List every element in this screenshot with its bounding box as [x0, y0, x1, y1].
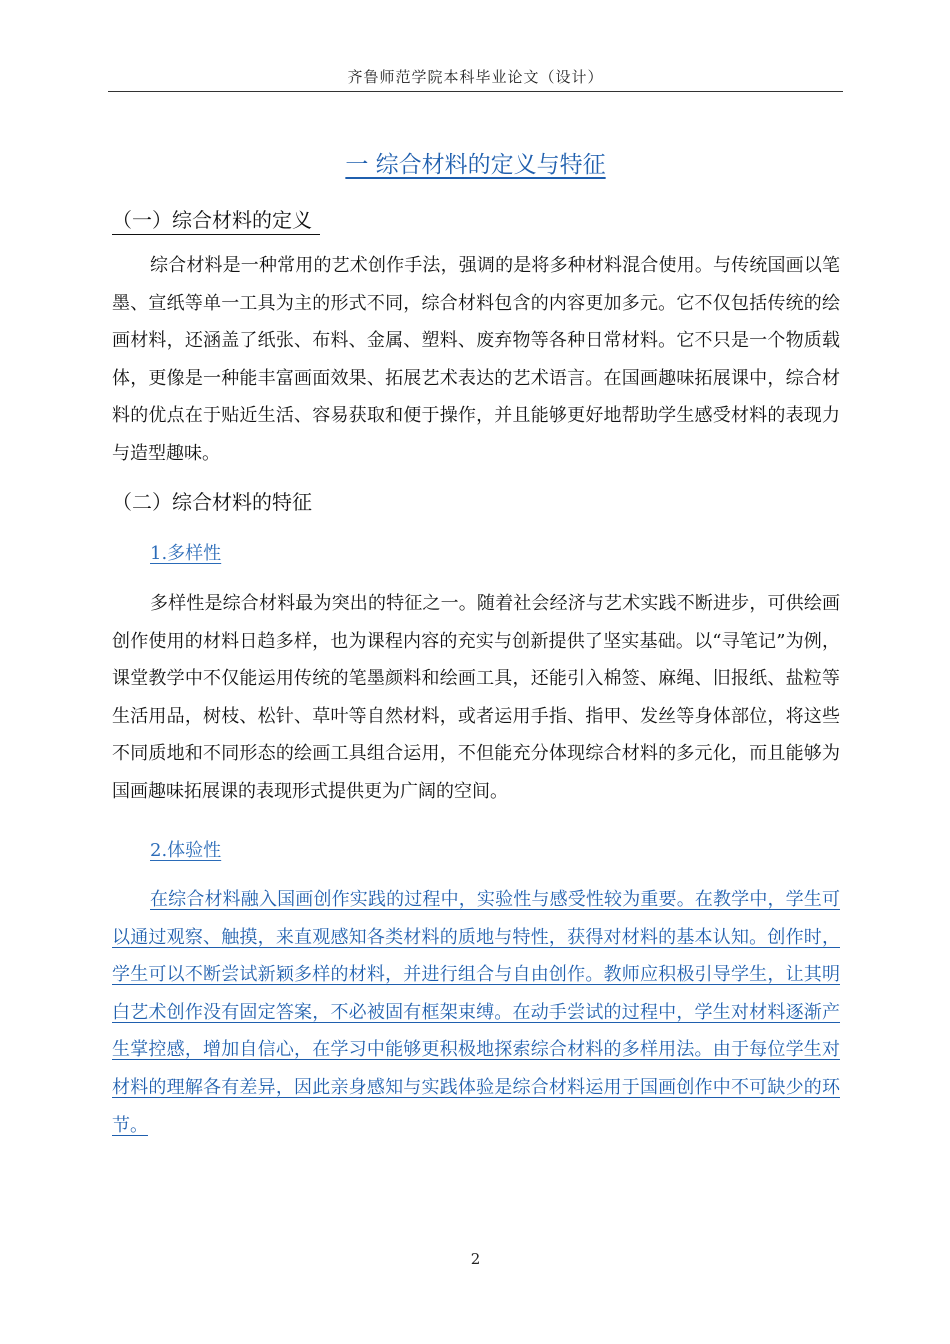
chapter-title-text: 一 综合材料的定义与特征	[345, 152, 606, 178]
section-heading-definition: （一）综合材料的定义	[112, 206, 320, 235]
header-rule	[108, 91, 843, 92]
definition-paragraph: 综合材料是一种常用的艺术创作手法，强调的是将多种材料混合使用。与传统国画以笔墨、宣纸等单一工具为主的形式不同，综合材料包含的内容更加多元。它不仅包括传统的绘画材料，还涵盖了纸张、布料、金属、塑料、废弃物等各种日常材料。它不只是一个物质载体，更像是一种能丰富画面效果、拓展艺术表达的艺术语言。在国画趣味拓展课中，综合材料的优点在于贴近生活、容易获取和便于操作，并且能够更好地帮助学生感受材料的表现力与造型趣味。	[112, 255, 840, 464]
chapter-title	[108, 146, 843, 179]
section-heading-features: （二）综合材料的特征	[112, 490, 312, 514]
subheading-experience: 2.体验性	[150, 840, 222, 861]
experience-paragraph	[112, 881, 840, 1144]
subheading-diversity: 1.多样性	[150, 543, 222, 564]
experience-paragraph-text: 在综合材料融入国画创作实践的过程中，实验性与感受性较为重要。在教学中，学生可以通过观察、触摸，来直观感知各类材料的质地与特性，获得对材料的基本认知。创作时，学生可以不断尝试新颖多样的材料，并进行组合与自由创作。教师应积极引导学生，让其明白艺术创作没有固定答案，不必被固有框架束缚。在动手尝试的过程中，学生对材料逐渐产生掌控感，增加自信心，在学习中能够更积极地探索综合材料的多样用法。由于每位学生对材料的理解各有差异，因此亲身感知与实践体验是综合材料运用于国画创作中不可缺少的环节。	[112, 889, 840, 1136]
diversity-paragraph: 多样性是综合材料最为突出的特征之一。随着社会经济与艺术实践不断进步，可供绘画创作使用的材料日趋多样，也为课程内容的充实与创新提供了坚实基础。以“寻笔记”为例，课堂教学中不仅能运用传统的笔墨颜料和绘画工具，还能引入棉签、麻绳、旧报纸、盐粒等生活用品，树枝、松针、草叶等自然材料，或者运用手指、指甲、发丝等身体部位，将这些不同质地和不同形态的绘画工具组合运用，不但能充分体现综合材料的多元化，而且能够为国画趣味拓展课的表现形式提供更为广阔的空间。	[112, 593, 840, 802]
page-number: 2	[470, 1250, 481, 1268]
running-header: 齐鲁师范学院本科毕业论文（设计）	[347, 68, 604, 86]
